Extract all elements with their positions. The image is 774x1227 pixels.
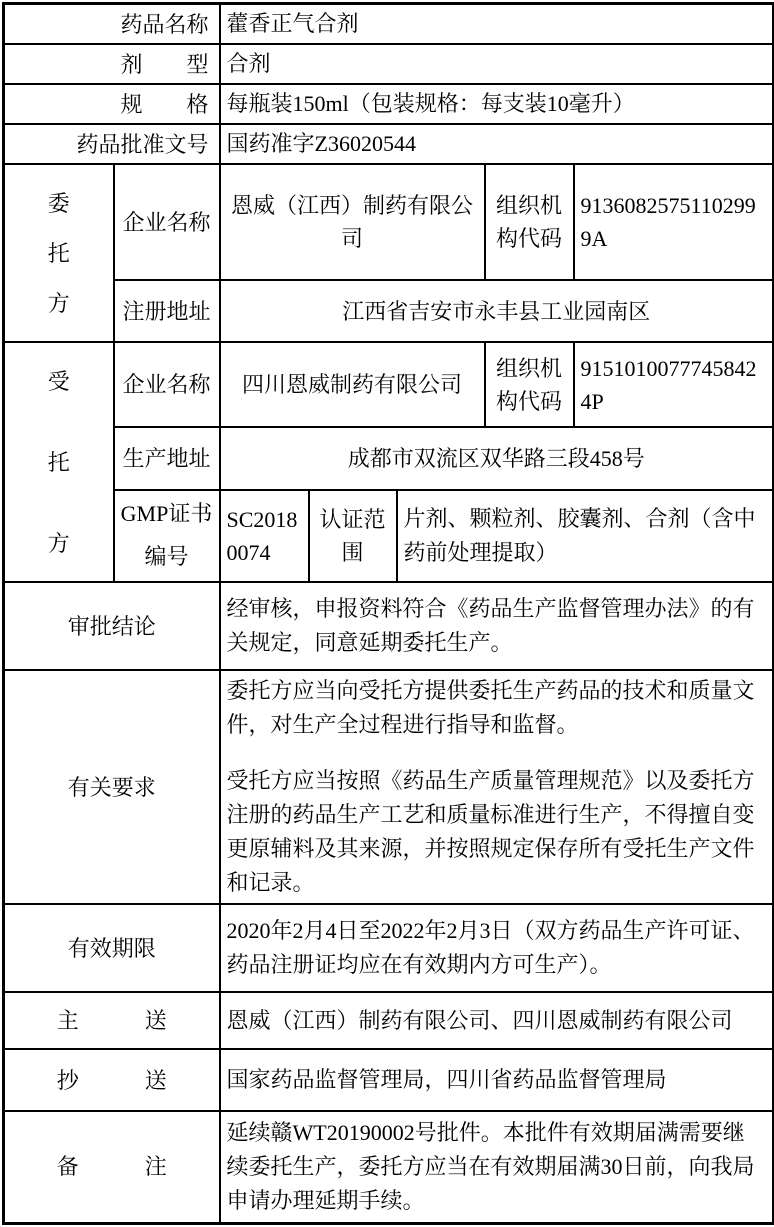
entruster-org-code-label: 组织机构代码 — [485, 164, 574, 280]
row-main-send — [4, 992, 774, 1049]
copy-send-label: 抄 送 — [4, 1049, 220, 1111]
entruster-side-label — [4, 164, 114, 342]
entruster-reg-addr-value: 江西省吉安市永丰县工业园南区 — [220, 280, 774, 342]
trustee-company-label: 企业名称 — [114, 342, 220, 427]
dosage-form-value: 合剂 — [220, 44, 774, 84]
row-trustee-address — [4, 427, 774, 490]
approval-no-value: 国药准字Z36020544 — [220, 124, 774, 164]
main-send-value: 恩威（江西）制药有限公司、四川恩威制药有限公司 — [220, 992, 774, 1049]
drug-name-value: 藿香正气合剂 — [220, 4, 774, 45]
row-requirements — [4, 670, 774, 904]
row-remarks — [4, 1111, 774, 1223]
trustee-org-code-label: 组织机构代码 — [485, 342, 574, 427]
trustee-side-label — [4, 342, 114, 582]
validity-value: 2020年2月4日至2022年2月3日（双方药品生产许可证、药品注册证均应在有效期内方可生产）。 — [220, 904, 774, 992]
requirements-paragraph-1: 委托方应当向受托方提供委托生产药品的技术和质量文件，对生产全过程进行指导和监督。 — [226, 677, 755, 737]
gmp-cert-label: GMP证书编号 — [114, 490, 220, 582]
trustee-char-1: 受 — [47, 368, 70, 394]
spec-value: 每瓶装150ml（包装规格：每支装10毫升） — [220, 84, 774, 124]
row-entruster-company — [4, 164, 774, 280]
requirements-value — [220, 670, 774, 904]
row-drug-name — [4, 4, 774, 45]
row-approval-no — [4, 124, 774, 164]
row-trustee-company — [4, 342, 774, 427]
entruster-org-code-value: 91360825751102999A — [574, 164, 774, 280]
remarks-value: 延续赣WT20190002号批件。本批件有效期届满需要继续委托生产，委托方应当在有效期届满30日前，向我局申请办理延期手续。 — [220, 1111, 774, 1223]
entruster-company-label: 企业名称 — [114, 164, 220, 280]
row-dosage-form — [4, 44, 774, 84]
row-copy-send — [4, 1049, 774, 1111]
requirements-label: 有关要求 — [4, 670, 220, 904]
cert-scope-value: 片剂、颗粒剂、胶囊剂、合剂（含中药前处理提取） — [397, 490, 774, 582]
row-spec — [4, 84, 774, 124]
trustee-char-2: 托 — [47, 449, 70, 475]
trustee-prod-addr-value: 成都市双流区双华路三段458号 — [220, 427, 774, 490]
trustee-char-3: 方 — [47, 530, 70, 556]
main-send-label: 主 送 — [4, 992, 220, 1049]
remarks-label: 备 注 — [4, 1111, 220, 1223]
approval-no-label: 药品批准文号 — [4, 124, 220, 164]
entruster-char-1: 委 — [47, 190, 70, 216]
entruster-reg-addr-label: 注册地址 — [114, 280, 220, 342]
validity-label: 有效期限 — [4, 904, 220, 992]
trustee-prod-addr-label: 生产地址 — [114, 427, 220, 490]
row-validity — [4, 904, 774, 992]
row-entruster-address — [4, 280, 774, 342]
entruster-char-3: 方 — [47, 290, 70, 316]
copy-send-value: 国家药品监督管理局，四川省药品监督管理局 — [220, 1049, 774, 1111]
entruster-company-value: 恩威（江西）制药有限公司 — [220, 164, 485, 280]
gmp-cert-number: SC20180074 — [220, 490, 309, 582]
trustee-org-code-value: 91510100777458424P — [574, 342, 774, 427]
row-gmp — [4, 490, 774, 582]
approval-table — [2, 2, 774, 1225]
approval-conclusion-value: 经审核，申报资料符合《药品生产监督管理办法》的有关规定，同意延期委托生产。 — [220, 582, 774, 670]
approval-conclusion-label: 审批结论 — [4, 582, 220, 670]
drug-name-label: 药品名称 — [4, 4, 220, 45]
spec-label: 规 格 — [4, 84, 220, 124]
dosage-form-label: 剂 型 — [4, 44, 220, 84]
cert-scope-label: 认证范围 — [309, 490, 397, 582]
entruster-char-2: 托 — [47, 240, 70, 266]
trustee-company-value: 四川恩威制药有限公司 — [220, 342, 485, 427]
requirements-paragraph-2: 受托方应当按照《药品生产质量管理规范》以及委托方注册的药品生产工艺和质量标准进行生产，不得擅自变更原辅料及其来源，并按照规定保存所有受托生产文件和记录。 — [226, 768, 755, 896]
row-approval-conclusion — [4, 582, 774, 670]
